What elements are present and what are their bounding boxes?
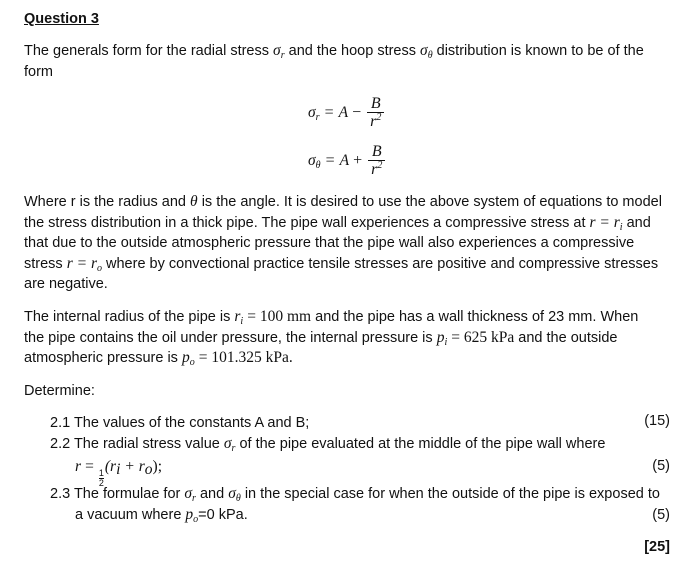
item-marks: (5) (652, 507, 670, 523)
intro-paragraph: The generals form for the radial stress $\sigma_r$ and the hoop stress $\sigma_\theta$ distribution is known to be of the form (24, 42, 644, 80)
item-marks: (5) (652, 458, 670, 474)
description-paragraph: Where r is the radius and θ is the angle. It is desired to use the above system of equations to model the stress distribution in a thick pipe. The pipe wall experiences a compressive stress at $r = r_i$ and that due to the outside atmospheric pressure that the pipe wall also experiences a compressive stress $r = r_o$ where by convectional practice tensile stresses are positive and compressive stresses are negative. (24, 193, 662, 292)
list-item: 2.2 The radial stress value $\sigma_r$ of the pipe evaluated at the middle of the pipe wall where (50, 435, 606, 454)
total-marks: [25] (644, 539, 670, 555)
given-data-paragraph: The internal radius of the pipe is $r_i = 100$ mm and the pipe has a wall thickness of 23 mm. When the pipe contains the oil under pressure, the internal pressure is $p_i = 625$ kPa and the outside atmospheric pressure is $p_o = 101.325$ kPa. (24, 308, 639, 368)
determine-label: Determine: (24, 383, 95, 399)
list-item: 2.3 The formulae for $\sigma_r$ and $\sigma_\theta$ in the special case for when the outside of the pipe is exposed to (50, 485, 660, 504)
list-item: 2.1 The values of the constants A and B; (50, 415, 310, 431)
one-half-fraction: $\frac{1}{2}$ (98, 468, 104, 488)
list-item-continuation: a vacuum where $p_o=0$ kPa. (75, 506, 248, 525)
hoop-stress-equation: $\sigma_\theta$ = A + $\frac{B}{r^2}$ (308, 143, 387, 178)
radial-stress-equation: $\sigma_r$ = A − $\frac{B}{r^2}$ (308, 95, 386, 130)
midwall-formula: r = $\frac{1}{2}$ $(r_i + r_o)$; (75, 458, 163, 488)
question-heading: Question 3 (24, 11, 99, 27)
b-over-r-squared: $\frac{B}{r^2}$ (367, 95, 384, 130)
b-over-r-squared: $\frac{B}{r^2}$ (368, 143, 385, 178)
item-marks: (15) (644, 413, 670, 429)
